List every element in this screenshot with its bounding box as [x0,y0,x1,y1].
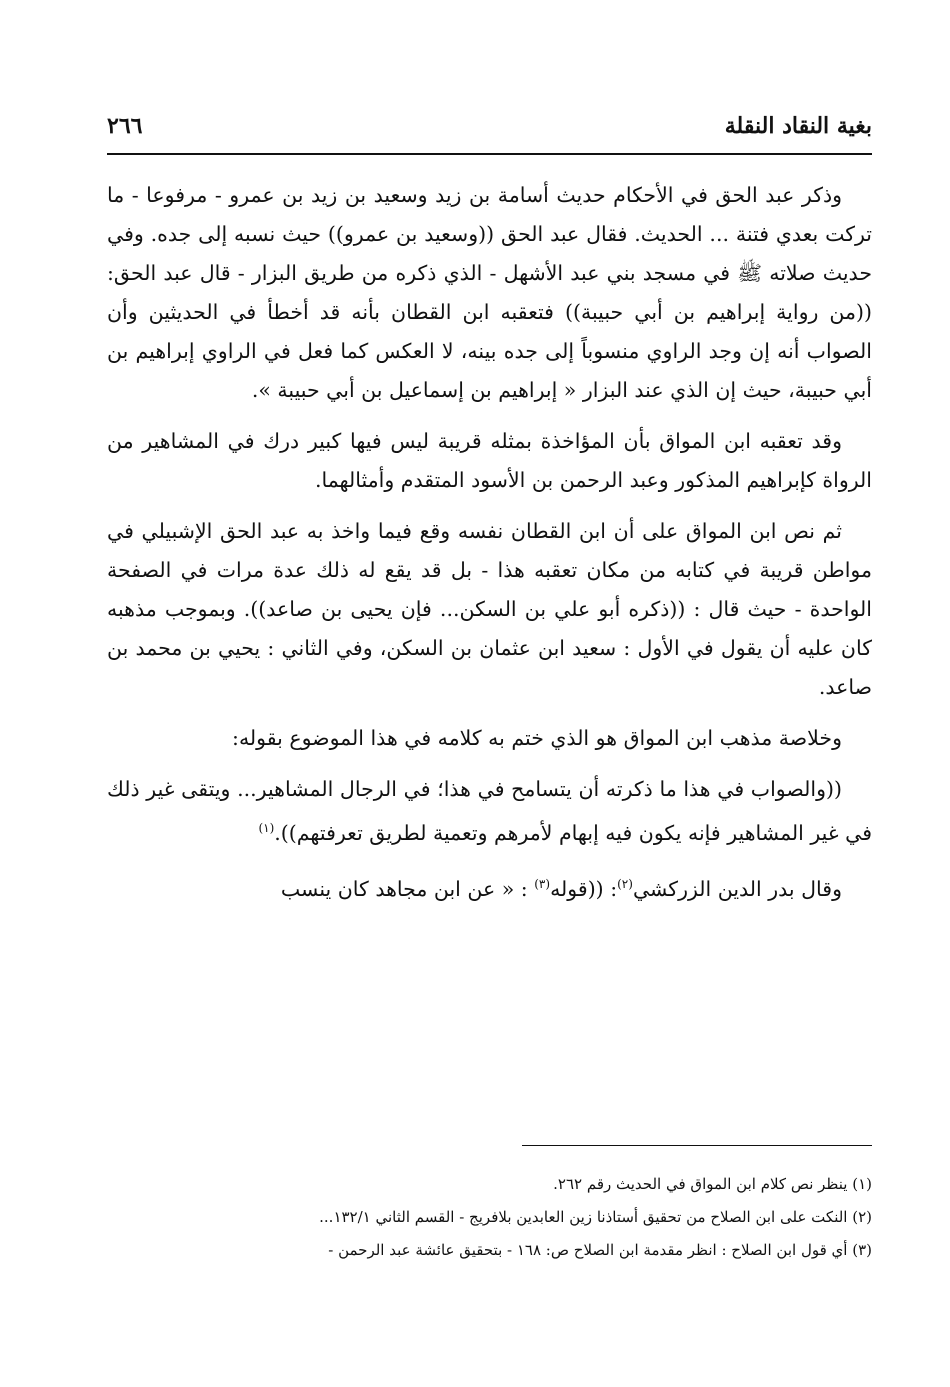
paragraph-1: وذكر عبد الحق في الأحكام حديث أسامة بن زيد وسعيد بن زيد بن عمرو - مرفوعا - ما تركت بعدي فتنة ... الحديث. فقال عبد الحق ((وسعيد بن عمرو)) حيث نسبه إلى جده. وفي حديث صلاته ﷺ في مسجد بني عبد الأشهل - الذي ذكره من طريق البزار - قال عبد الحق: ((من رواية إبراهيم بن أبي حبيبة)) فتعقبه ابن القطان بأنه قد أخطأ في الحديثين وأن الصواب أنه إن وجد الراوي منسوباً إلى جده بينه، لا العكس كما فعل في الراوي إبراهيم بن أبي حبيبة، حيث إن الذي عند البزار « إبراهيم بن إسماعيل بن أبي حبيبة ». [107,183,872,402]
footnote-ref-3: (٣) [534,876,551,891]
page-number: ٢٦٦ [107,113,143,139]
book-title: بغية النقاد النقلة [724,113,872,139]
paragraph-6 [107,865,872,909]
paragraph-4: وخلاصة مذهب ابن المواق هو الذي ختم به كلامه في هذا الموضوع بقوله: [232,726,842,750]
footnote-separator [522,1145,872,1146]
main-text [107,176,872,909]
header-rule [107,153,872,155]
quote-text: ((والصواب في هذا ما ذكرته أن يتسامح في هذا؛ في الرجال المشاهير... ويتقى غير ذلك في غير المشاهير فإنه يكون فيه إبهام لأمرهم وتعمية لطريق تعرفتهم)). [107,777,872,845]
paragraph-5 [107,770,872,853]
footnote-2: (٢) النكت على ابن الصلاح من تحقيق أستاذنا زين العابدين بلافريج - القسم الثاني ١٣٢/١... [319,1208,872,1226]
footnote-1: (١) ينظر نص كلام ابن المواق في الحديث رقم ٢٦٢. [553,1175,872,1193]
paragraph-6-part-a: وقال بدر الدين الزركشي [632,876,842,901]
paragraph-3: ثم نص ابن المواق على أن ابن القطان نفسه وقع فيما واخذ به عبد الحق الإشبيلي في مواطن قريبة في كتابه من مكان تعقبه هذا - بل قد يقع له ذلك عدة مرات في الصفحة الواحدة - حيث قال : ((ذكره أبو علي بن السكن... فإن يحيى بن صاعد)). وبموجب مذهبه كان عليه أن يقول في الأول : سعيد ابن عثمان بن السكن، وفي الثاني : يحيي بن محمد بن صاعد. [107,519,872,699]
footnote-ref-1: (١) [258,821,275,835]
footnote-ref-2: (٢) [617,876,633,891]
footnotes [107,1168,872,1267]
paragraph-2: وقد تعقبه ابن المواق بأن المؤاخذة بمثله قريبة ليس فيها كبير درك في المشاهير من الرواة كإبراهيم المذكور وعبد الرحمن بن الأسود المتقدم وأمثالهما. [107,429,872,492]
footnote-3: (٣) أي قول ابن الصلاح : انظر مقدمة ابن الصلاح ص: ١٦٨ - بتحقيق عائشة عبد الرحمن - [328,1241,872,1259]
paragraph-6-part-b: : ((قوله [550,876,618,901]
paragraph-6-part-c: : « عن ابن مجاهد كان ينسب [280,876,535,901]
running-header [107,108,872,144]
